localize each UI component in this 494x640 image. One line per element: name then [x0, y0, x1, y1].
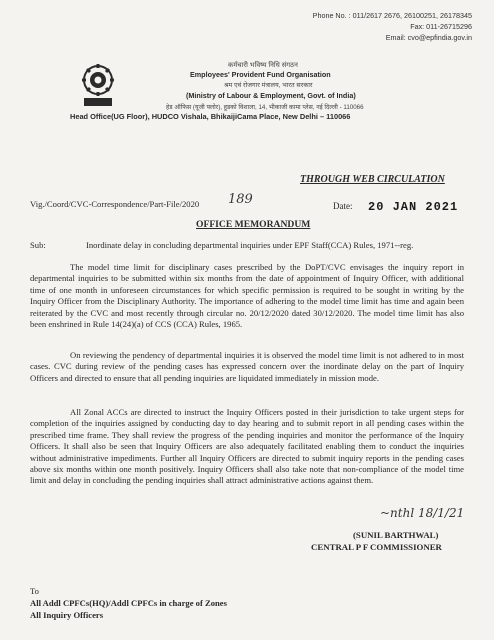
contact-block	[252, 10, 472, 43]
to-label: To	[30, 586, 39, 596]
paragraph-model-time-limit: The model time limit for disciplinary cases prescribed by the DoPT/CVC envisages the inquiry report in departmental inquiries to be submitted within six months from the date of appointment of Inquiry Officer, with additional time of one month in unforeseen circumstances for which specific permission is required to be sought in writing by the Inquiry Officer from the Disciplinary Authority. The importance of adhering to the model time limit has time and again been reiterated by the CVC and most recently through circular no. 20/12/2020 dated 30/12/2020. The model time limit has also been enshrined in Rule 14(24)(a) of CCS (CCA) Rules, 1965.	[30, 262, 464, 330]
head-office-address: Head Office(UG Floor), HUDCO Vishala, BhikaijiCama Place, New Delhi – 110066	[70, 112, 351, 121]
org-name: Employees' Provident Fund Organisation	[190, 70, 331, 79]
recipient-line: All Inquiry Officers	[30, 610, 104, 620]
email-line: Email: cvo@epfindia.gov.in	[385, 33, 472, 42]
signatory-name: (SUNIL BARTHWAL)	[353, 530, 439, 540]
paragraph-pendency-review: On reviewing the pendency of departmental inquiries it is observed the model time limit is not adhered to in most cases. CVC during review of the pending cases has expressed concern over the inordinate delay on the part of Inquiry Officers and directed to ensure that all pending inquiries are liquidated immediately in mission mode.	[30, 350, 464, 383]
paragraph-zonal-directions: All Zonal ACCs are directed to instruct the Inquiry Officers posted in their jurisdiction to take urgent steps for completion of the inquiries assigned by conducting day to day hearing and to submit report in all pending cases within the prescribed time frame. They shall review the progress of the pending inquiries and monitor the performance of the Inquiry Officers. It shall also be seen that Inquiry Officers are also adequately facilitated enabling them to conduct the inquiries without administrative impediments. Further all Inquiry Officers are directed to submit inquiry reports in the pending cases above six months within one month positively. Inquiry Officers shall also take note that non-compliance of the model time limit and delay in concluding the pending inquiries shall attract administrative actions against them.	[30, 407, 464, 486]
epfo-emblem-icon	[78, 62, 118, 108]
signatory-designation: CENTRAL P F COMMISSIONER	[311, 542, 442, 552]
date-label: Date:	[333, 201, 353, 211]
org-name-hindi: कर्मचारी भविष्य निधि संगठन	[228, 62, 298, 69]
handwritten-reference-no: 189	[228, 192, 253, 207]
memo-title: OFFICE MEMORANDUM	[196, 219, 311, 230]
ministry-hindi: श्रम एवं रोजगार मंत्रालय, भारत सरकार	[224, 82, 313, 89]
ministry-name: (Ministry of Labour & Employment, Govt. of India)	[186, 91, 356, 100]
handwritten-signature: ~nthl 18/1/21	[380, 506, 465, 520]
reference-number: Vig./Coord/CVC-Correspondence/Part-File/2020	[30, 199, 200, 209]
recipient-line: All Addl CPFCs(HQ)/Addl CPFCs in charge of Zones	[30, 598, 227, 608]
phone-line: Phone No. : 011/2617 2676, 26100251, 26178345	[312, 11, 472, 20]
address-hindi: हेड ऑफिस (यूजी फ्लोर), हुडको विशाला, 14, भीकाजी कामा प्लेस, नई दिल्ली - 110066	[166, 104, 364, 111]
fax-line: Fax: 011-26715296	[410, 22, 472, 31]
date-stamp: 20 JAN 2021	[368, 200, 459, 214]
subject-label: Sub:	[30, 240, 46, 250]
subject-text: Inordinate delay in concluding departmental inquiries under EPF Staff(CCA) Rules, 1971--reg.	[86, 240, 414, 250]
web-circulation-heading: THROUGH WEB CIRCULATION	[300, 174, 445, 185]
